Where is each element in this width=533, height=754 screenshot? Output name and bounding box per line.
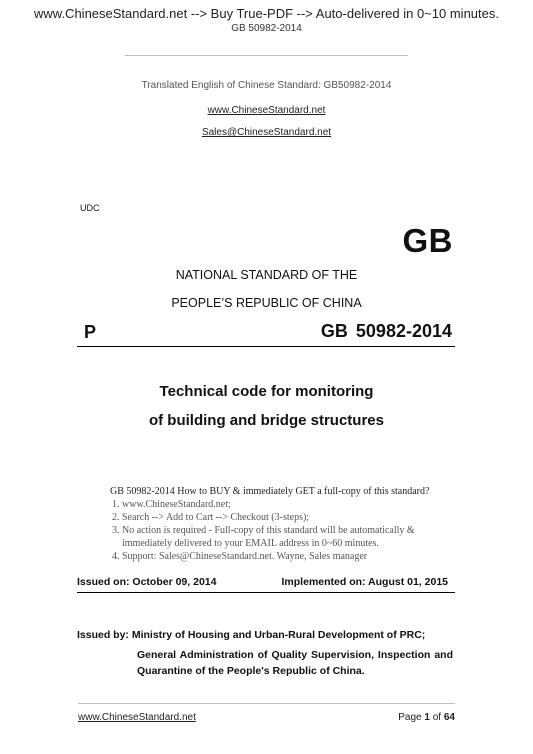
email-link[interactable]: Sales@ChineseStandard.net [201, 127, 332, 138]
standard-code-divider [77, 346, 455, 347]
top-banner: www.ChineseStandard.net --> Buy True-PDF --> Auto-delivered in 0~10 minutes. [34, 6, 499, 21]
page-prefix: Page [398, 712, 425, 723]
header-standard-code: GB 50982-2014 [231, 23, 302, 34]
gb-mark: GB [402, 222, 453, 259]
buy-step: 4. Support: Sales@ChineseStandard.net. Wayne, Sales manager [122, 550, 455, 563]
page-current: 1 [424, 712, 430, 723]
classification-letter: P [84, 322, 97, 342]
header-divider [125, 55, 408, 56]
dates-divider [77, 592, 455, 593]
footer-site-link[interactable]: www.ChineseStandard.net [78, 712, 196, 723]
standard-code: GB 50982-2014 [320, 321, 452, 341]
buy-instructions [110, 485, 455, 563]
buy-step: 2. Search --> Add to Cart --> Checkout (3-steps); [122, 511, 455, 524]
national-standard-line-1: NATIONAL STANDARD OF THE [175, 268, 358, 282]
buy-instructions-heading: GB 50982-2014 How to BUY & immediately GET a full-copy of this standard? [110, 486, 430, 497]
email-link-row [0, 122, 533, 140]
issued-on-date: Issued on: October 09, 2014 [77, 576, 217, 588]
page-total: 64 [443, 712, 455, 723]
buy-step: 1. www.ChineseStandard.net; [122, 498, 455, 511]
buy-steps-list [110, 498, 455, 563]
page-indicator [398, 712, 455, 723]
udc-label: UDC [80, 203, 100, 213]
issued-by-second-authority: General Administration of Quality Supervision, Inspection and Quarantine of the People's Republic of China. [137, 649, 453, 677]
title-line-2: of building and bridge structures [148, 412, 384, 429]
site-link-row [0, 100, 533, 118]
site-link[interactable]: www.ChineseStandard.net [207, 105, 326, 116]
title-line-1: Technical code for monitoring [159, 383, 374, 400]
translated-note: Translated English of Chinese Standard: GB50982-2014 [141, 80, 392, 91]
buy-step: 3. No action is required - Full-copy of this standard will be automatically & immediately delivered to your EMAIL address in 0~60 minutes. [122, 524, 455, 550]
footer-divider [78, 703, 455, 704]
page-of: of [429, 712, 444, 723]
implemented-on-date: Implemented on: August 01, 2015 [281, 576, 448, 588]
national-standard-line-2: PEOPLE’S REPUBLIC OF CHINA [171, 296, 362, 310]
issued-by-line: Issued by: Ministry of Housing and Urban-Rural Development of PRC; [77, 629, 426, 641]
